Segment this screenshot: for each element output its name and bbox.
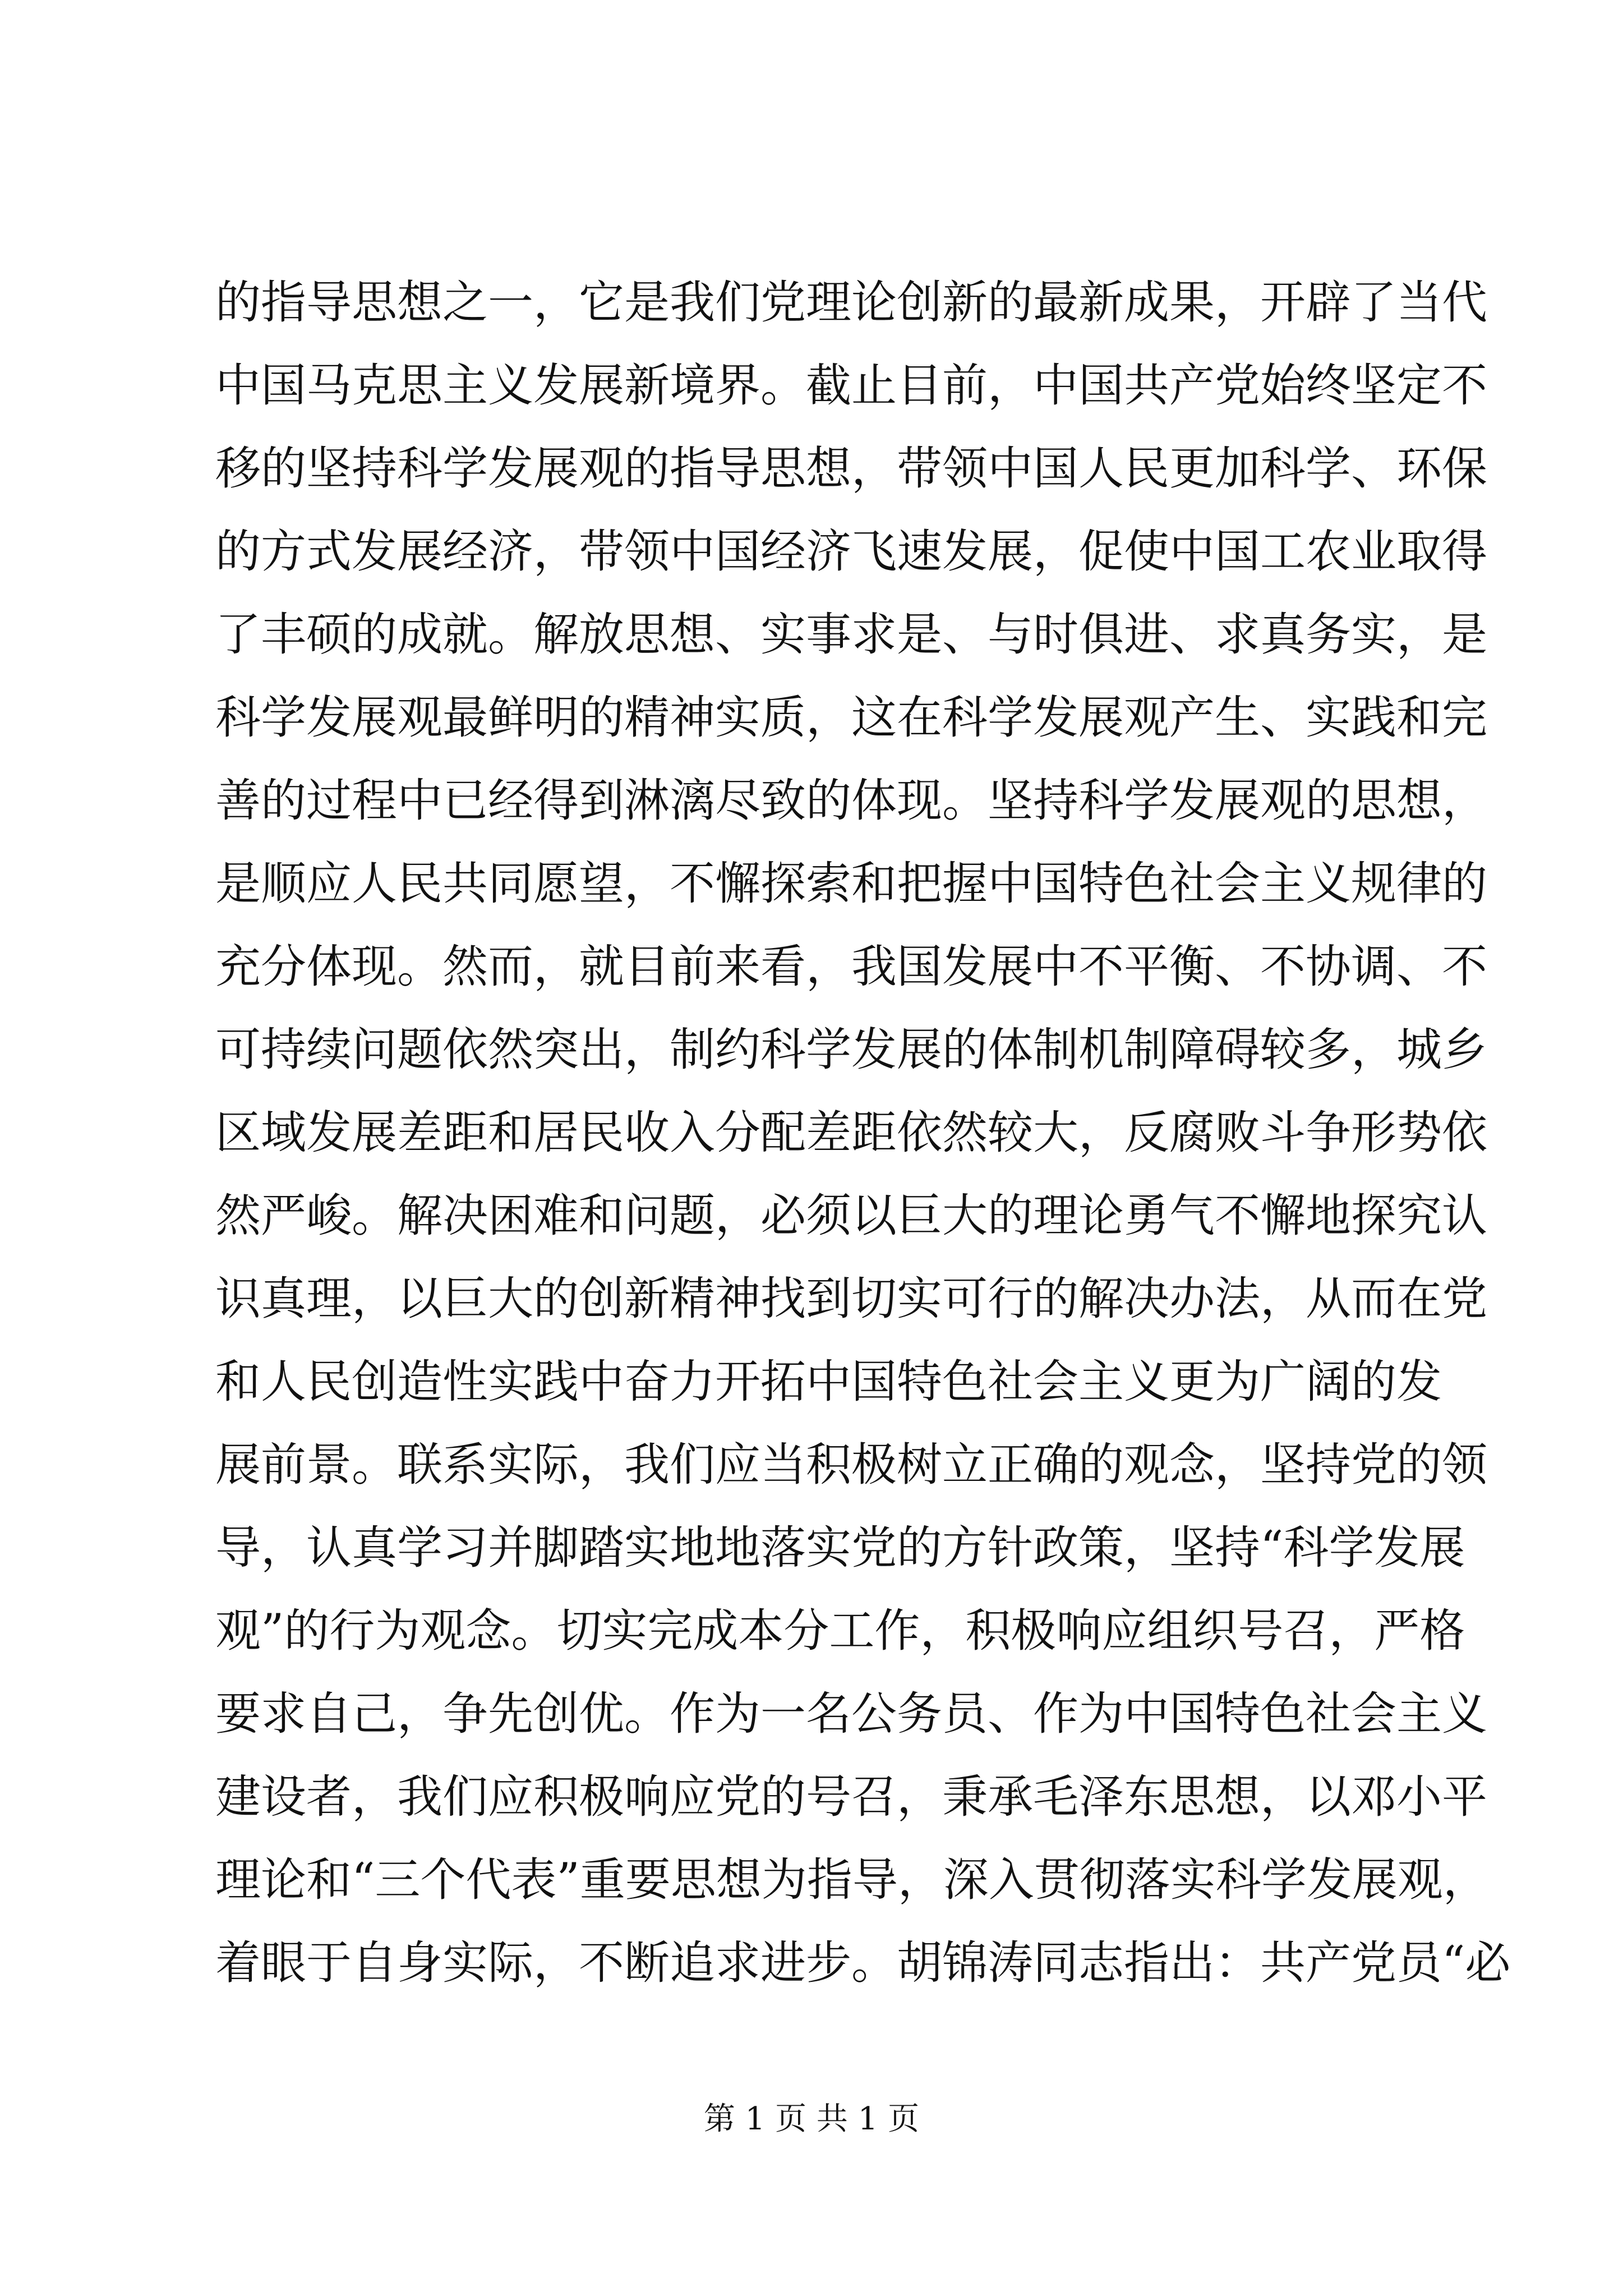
- text-line: 充分体现。然而，就目前来看，我国发展中不平衡、不协调、不: [215, 941, 1488, 993]
- text-line: 识真理，以巨大的创新精神找到切实可行的解决办法，从而在党: [215, 1273, 1488, 1326]
- page-footer: [0, 2097, 1623, 2142]
- text-line: 观”的行为观念。切实完成本分工作，积极响应组织号召，严格: [215, 1605, 1465, 1658]
- text-line: 要求自己，争先创优。作为一名公务员、作为中国特色社会主义: [215, 1688, 1488, 1741]
- page-number-label: 第 1 页 共 1 页: [703, 2101, 920, 2137]
- text-line: 科学发展观最鲜明的精神实质，这在科学发展观产生、实践和完: [215, 692, 1488, 744]
- body-text: [215, 261, 1511, 2005]
- text-line: 建设者，我们应积极响应党的号召，秉承毛泽东思想，以邓小平: [215, 1771, 1488, 1824]
- text-line: 展前景。联系实际，我们应当积极树立正确的观念，坚持党的领: [215, 1439, 1488, 1492]
- text-line: 导，认真学习并脚踏实地地落实党的方针政策，坚持“科学发展: [215, 1522, 1465, 1575]
- text-line: 可持续问题依然突出，制约科学发展的体制机制障碍较多，城乡: [215, 1024, 1488, 1076]
- text-line: 理论和“三个代表”重要思想为指导，深入贯彻落实科学发展观，: [215, 1854, 1488, 1907]
- text-line: 善的过程中已经得到淋漓尽致的体现。坚持科学发展观的思想，: [215, 775, 1488, 827]
- text-line: 区域发展差距和居民收入分配差距依然较大，反腐败斗争形势依: [215, 1107, 1488, 1159]
- text-line: 移的坚持科学发展观的指导思想，带领中国人民更加科学、环保: [215, 443, 1488, 495]
- text-line: 着眼于自身实际，不断追求进步。胡锦涛同志指出：共产党员“必: [215, 1937, 1511, 1990]
- text-line: 了丰硕的成就。解放思想、实事求是、与时俱进、求真务实，是: [215, 609, 1488, 661]
- text-line: 的方式发展经济，带领中国经济飞速发展，促使中国工农业取得: [215, 526, 1488, 578]
- text-line: 中国马克思主义发展新境界。截止目前，中国共产党始终坚定不: [215, 360, 1488, 412]
- text-line: 和人民创造性实践中奋力开拓中国特色社会主义更为广阔的发: [215, 1356, 1442, 1409]
- text-line: 然严峻。解决困难和问题，必须以巨大的理论勇气不懈地探究认: [215, 1190, 1488, 1243]
- text-line: 是顺应人民共同愿望，不懈探索和把握中国特色社会主义规律的: [215, 858, 1488, 910]
- text-line: 的指导思想之一，它是我们党理论创新的最新成果，开辟了当代: [215, 277, 1488, 329]
